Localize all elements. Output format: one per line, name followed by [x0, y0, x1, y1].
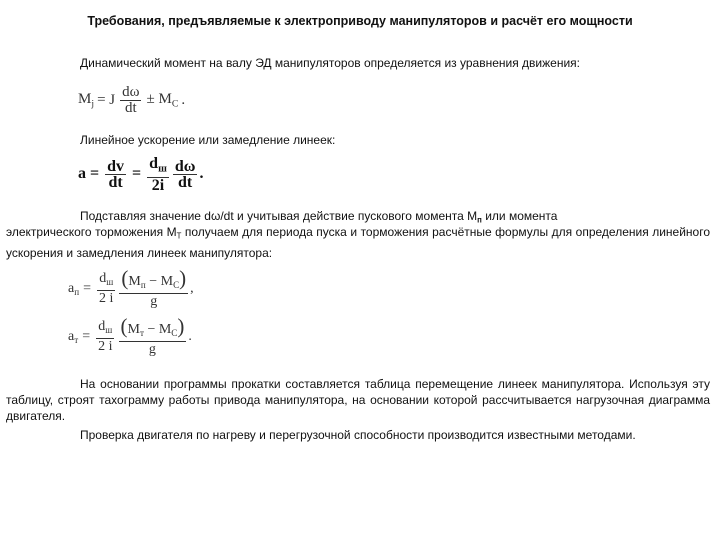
formula-end: . — [188, 328, 192, 344]
paragraph-linear-acceleration: Линейное ускорение или замедление линеек: — [80, 133, 336, 147]
formula-linear-acceleration — [78, 156, 203, 193]
formula-dynamic-moment — [78, 85, 185, 116]
paragraph-substitution-line1: Подставляя значение dω/dt и учитывая действие пускового момента $М_п$ или момента — [80, 209, 558, 225]
paragraph-tachogram: На основании программы прокатки составляется таблица перемещение линеек манипулятора. Используя эту таблицу, строят тахограмму работы привода манипулятора, на основании которой рассчитывается нагрузочная диаграмма двигателя. — [6, 377, 710, 423]
page-title: Требования, предъявляемые к электроприводу манипуляторов и расчёт его мощности — [87, 14, 633, 28]
formula-eq: = — [82, 328, 91, 344]
formula-start-acceleration — [68, 268, 194, 309]
fraction-domega-dt: $\frac{d\omega}{dt}$ — [174, 157, 196, 191]
formula-lhs: $M_j$ — [78, 91, 95, 110]
formula-brake-deceleration — [68, 316, 192, 357]
formula-end: . — [181, 92, 186, 108]
fraction-dv-dt: $\frac{dv}{dt}$ — [107, 157, 125, 191]
paragraph-motor-check: Проверка двигателя по нагреву и перегрузочной способности производится известными методами. — [80, 428, 636, 442]
fraction-domega-dt: $\frac{d\omega}{dt}$ — [122, 84, 140, 116]
formula-lhs: $a_п$ — [68, 280, 80, 297]
formula-eq: = J — [97, 92, 116, 108]
formula-lhs: a = — [78, 165, 100, 183]
formula-lhs: $a_т$ — [68, 328, 79, 345]
fraction-dsh-2i: $\frac{d_ш}{2 i}$ — [99, 271, 114, 307]
fraction-moment-g: $\frac{(M_п - M_C)}{g}$ — [121, 266, 187, 310]
fraction-moment-g: $\frac{(M_т - M_C)}{g}$ — [120, 314, 185, 358]
formula-end: . — [199, 165, 204, 183]
paragraph-dynamic-moment: Динамический момент на валу ЭД манипуляторов определяется из уравнения движения: — [80, 56, 580, 70]
formula-rhs: ± $M_C$ — [146, 91, 179, 110]
formula-eq: = — [83, 280, 91, 296]
fraction-dsh-2i: $\frac{d_ш}{2i}$ — [149, 155, 167, 194]
fraction-dsh-2i: $\frac{d_ш}{2 i}$ — [98, 319, 113, 355]
formula-end: , — [190, 280, 194, 296]
formula-eq: = — [132, 165, 142, 183]
paragraph-substitution-rest: электрического торможения $М_Т$ получаем для периода пуска и торможения расчётные формулы для определения линейного ускорения и замедления линеек манипулятора: — [6, 225, 710, 260]
